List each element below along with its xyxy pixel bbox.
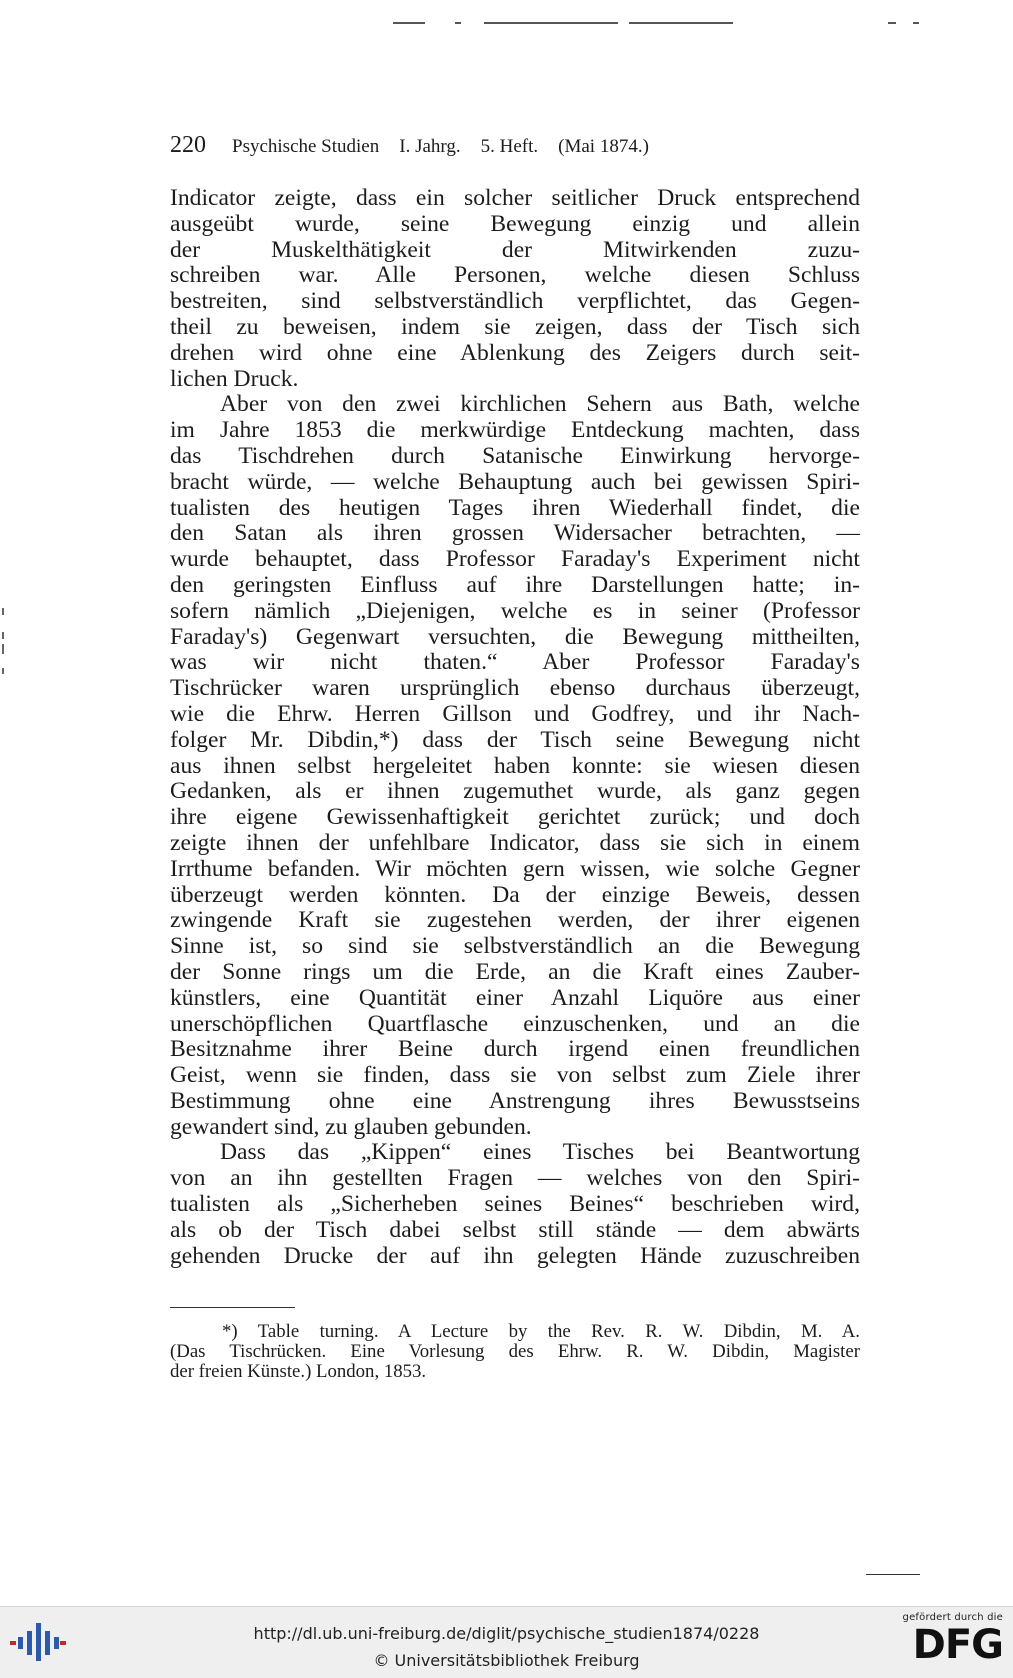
text-line: ausgeübt wurde, seine Bewegung einzig und allein [170, 210, 860, 237]
margin-mark [2, 632, 4, 639]
text-line: der Sonne rings um die Erde, an die Kraft eines Zauber- [170, 958, 860, 985]
text-line: Gedanken, als er ihnen zugemuthet wurde, als ganz gegen [170, 778, 860, 805]
body-text [170, 186, 860, 1269]
footnote [170, 1322, 860, 1382]
text-line: als ob der Tisch dabei selbst still stände — dem abwärts [170, 1216, 860, 1243]
text-line: überzeugt werden könnten. Da der einzige Beweis, dessen [170, 881, 860, 908]
text-line: tualisten des heutigen Tages ihren Wiederhall findet, die [170, 494, 860, 521]
permalink-url[interactable]: http://dl.ub.uni-freiburg.de/diglit/psychische_studien1874/0228 [253, 1624, 760, 1643]
page-end-rule [866, 1574, 920, 1575]
scan-artifact-line [455, 22, 461, 24]
text-line: tualisten als „Sicherheben seines Beines“ beschrieben wird, [170, 1191, 860, 1218]
footnote-line: (Das Tischrücken. Eine Vorlesung des Ehrw. R. W. Dibdin, Magister [170, 1341, 860, 1362]
scan-artifact-line [484, 22, 618, 24]
text-line: ihre eigene Gewissenhaftigkeit gerichtet zurück; und doch [170, 804, 860, 831]
scan-artifact-line [913, 22, 919, 24]
text-line: im Jahre 1853 die merkwürdige Entdeckung machten, dass [170, 417, 860, 444]
text-line: Aber von den zwei kirchlichen Sehern aus Bath, welche [220, 391, 860, 418]
margin-mark [2, 608, 4, 615]
issue-label: 5. Heft. [480, 136, 539, 157]
text-line: von an ihn gestellten Fragen — welches von den Spiri- [170, 1165, 860, 1192]
text-line: sofern nämlich „Diejenigen, welche es in seiner (Professor [170, 597, 860, 624]
footnote-line: *) Table turning. A Lecture by the Rev. R. W. Dibdin, M. A. [222, 1321, 860, 1342]
text-line: lichen Druck. [170, 365, 299, 392]
text-line: unerschöpflichen Quartflasche einzuschenken, und an die [170, 1010, 860, 1037]
text-line: drehen wird ohne eine Ablenkung des Zeigers durch seit- [170, 339, 860, 366]
footnote-line: der freien Künste.) London, 1853. [170, 1361, 427, 1382]
footnote-rule [170, 1307, 295, 1308]
text-line: theil zu beweisen, indem sie zeigen, dass der Tisch sich [170, 313, 860, 340]
journal-title: Psychische Studien [232, 136, 380, 157]
page-header [170, 132, 860, 159]
text-line: Geist, wenn sie finden, dass sie von selbst zum Ziele ihrer [170, 1062, 860, 1089]
text-line: wie die Ehrw. Herren Gillson und Godfrey, und ihr Nach- [170, 700, 860, 727]
scan-artifact-line [888, 22, 896, 24]
text-line: folger Mr. Dibdin,*) dass der Tisch seine Bewegung nicht [170, 726, 860, 753]
margin-mark [2, 644, 4, 654]
issue-date: (Mai 1874.) [558, 136, 649, 157]
dfg-logo-text: DFG [912, 1622, 1003, 1668]
text-line: gehenden Drucke der auf ihn gelegten Hände zuzuschreiben [170, 1242, 860, 1269]
text-line: Bestimmung ohne eine Anstrengung ihres Bewusstseins [170, 1087, 860, 1114]
text-line: aus ihnen selbst hergeleitet haben konnte: sie wiesen diesen [170, 752, 860, 779]
text-line: Indicator zeigte, dass ein solcher seitlicher Druck entsprechend [170, 185, 860, 211]
text-line: Dass das „Kippen“ eines Tisches bei Beantwortung [220, 1139, 860, 1166]
scan-artifact-line [393, 22, 425, 24]
text-line: Besitznahme ihrer Beine durch irgend einen freundlichen [170, 1036, 860, 1063]
copyright-notice: © Universitätsbibliothek Freiburg [373, 1651, 640, 1670]
scan-artifact-line [629, 22, 733, 24]
text-line: der Muskelthätigkeit der Mitwirkenden zuzu- [170, 236, 860, 263]
text-line: künstlers, eine Quantität einer Anzahl Liquöre aus einer [170, 984, 860, 1011]
text-line: gewandert sind, zu glauben gebunden. [170, 1113, 532, 1140]
text-line: wurde behauptet, dass Professor Faraday's Experiment nicht [170, 546, 860, 573]
text-line: Sinne ist, so sind sie selbstverständlich an die Bewegung [170, 933, 860, 960]
text-line: bestreiten, sind selbstverständlich verpflichtet, das Gegen- [170, 288, 860, 315]
text-line: Faraday's) Gegenwart versuchten, die Bewegung mittheilten, [170, 623, 860, 650]
viewer-footer [0, 1606, 1013, 1678]
text-line: Tischrücker waren ursprünglich ebenso durchaus überzeugt, [170, 675, 860, 702]
text-line: den Satan als ihren grossen Widersacher betrachten, — [170, 520, 860, 547]
margin-mark [2, 668, 4, 674]
text-line: was wir nicht thaten.“ Aber Professor Faraday's [170, 649, 860, 676]
page-number: 220 [170, 132, 206, 158]
text-line: Irrthume befanden. Wir möchten gern wissen, wie solche Gegner [170, 855, 860, 882]
text-line: das Tischdrehen durch Satanische Einwirkung hervorge- [170, 442, 860, 469]
dfg-logo [899, 1612, 1003, 1667]
volume-label: I. Jahrg. [399, 136, 461, 157]
text-line: zeigte ihnen der unfehlbare Indicator, dass sie sich in einem [170, 829, 860, 856]
text-line: bracht würde, — welche Behauptung auch bei gewissen Spiri- [170, 468, 860, 495]
dfg-funding-note: gefördert durch die [902, 1612, 1003, 1623]
text-line: schreiben war. Alle Personen, welche diesen Schluss [170, 262, 860, 289]
text-line: den geringsten Einfluss auf ihre Darstellungen hatte; in- [170, 571, 860, 598]
text-line: zwingende Kraft sie zugestehen werden, der ihrer eigenen [170, 907, 860, 934]
